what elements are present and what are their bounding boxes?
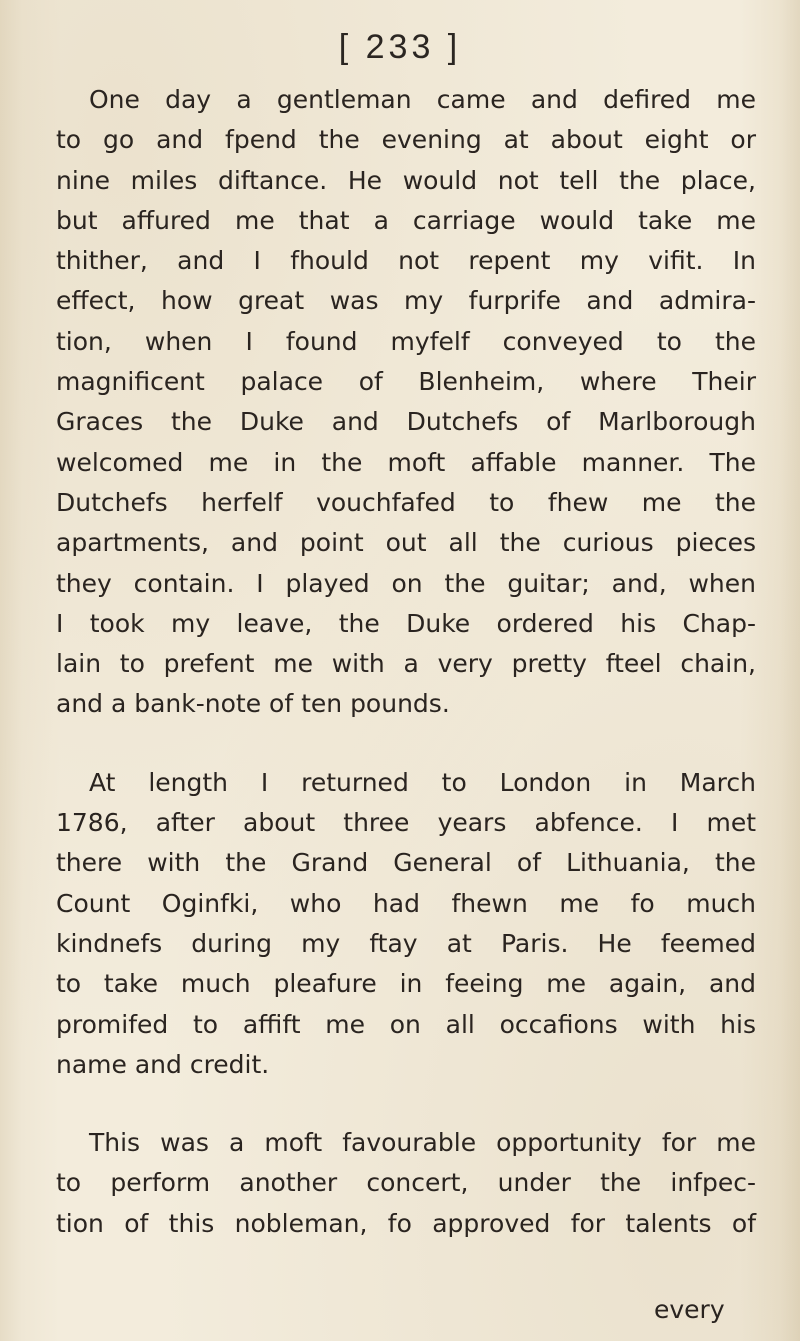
page-number-header: [ 233 ] xyxy=(338,28,462,66)
text-line: there with the Grand General of Lithuania, the xyxy=(56,848,756,878)
text-line: apartments, and point out all the curious pieces xyxy=(56,528,756,558)
body-text xyxy=(56,80,756,1244)
text-line: I took my leave, the Duke ordered his Chap- xyxy=(56,608,756,638)
text-line: nine miles diftance. He would not tell the place, xyxy=(56,165,756,195)
text-line: One day a gentleman came and defired me xyxy=(89,85,756,114)
text-line: name and credit. xyxy=(56,1049,270,1079)
text-line: At length I returned to London in March xyxy=(89,767,756,797)
text-line: tion, when I found myfelf conveyed to the xyxy=(56,326,756,356)
text-line: tion of this nobleman, fo approved for talents of xyxy=(56,1208,756,1238)
text-line: kindnefs during my ftay at Paris. He feemed xyxy=(56,928,756,958)
text-line: Count Oginfki, who had fhewn me fo much xyxy=(56,888,756,918)
paragraph-gap xyxy=(56,1085,756,1123)
text-line: but affured me that a carriage would take me xyxy=(56,205,756,235)
text-line: effect, how great was my furprife and admira- xyxy=(56,286,756,316)
paragraph-3 xyxy=(56,1123,756,1244)
paragraph-gap xyxy=(56,725,756,763)
text-line: to perform another concert, under the infpec- xyxy=(56,1168,756,1198)
text-line: promifed to affift me on all occafions with his xyxy=(56,1009,756,1039)
catchword: every xyxy=(654,1295,725,1324)
paragraph-2 xyxy=(56,763,756,1085)
text-line: This was a moft favourable opportunity for me xyxy=(89,1128,756,1158)
text-line: to take much pleafure in feeing me again, and xyxy=(56,969,756,999)
text-line: Dutchefs herfelf vouchfafed to fhew me the xyxy=(56,487,756,517)
text-line: they contain. I played on the guitar; and, when xyxy=(56,568,756,598)
text-line: lain to prefent me with a very pretty fteel chain, xyxy=(56,649,756,679)
text-line: magnificent palace of Blenheim, where Their xyxy=(56,367,756,397)
text-line: 1786, after about three years abfence. I met xyxy=(56,808,756,838)
text-line: to go and fpend the evening at about eight or xyxy=(56,125,756,155)
text-line: welcomed me in the moft affable manner. The xyxy=(56,447,756,477)
text-line: and a bank-note of ten pounds. xyxy=(56,689,450,719)
text-line: thither, and I fhould not repent my vifit. In xyxy=(56,246,756,276)
text-line: Graces the Duke and Dutchefs of Marlborough xyxy=(56,407,756,437)
paragraph-1 xyxy=(56,80,756,725)
